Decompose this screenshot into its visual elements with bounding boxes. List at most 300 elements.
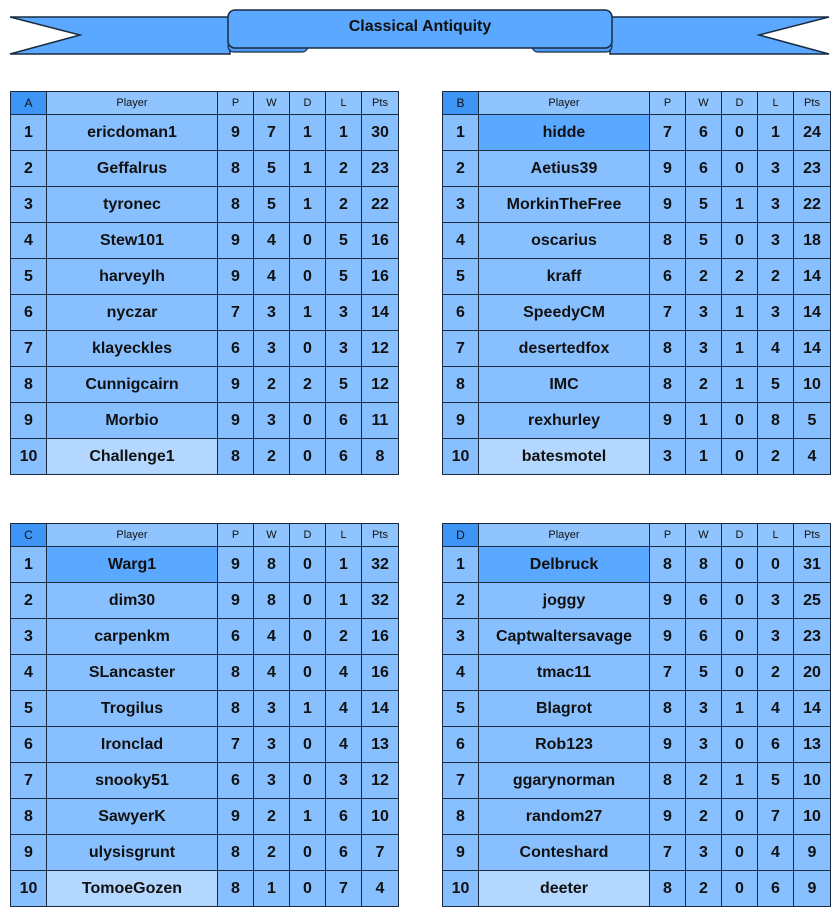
column-header-lost: L xyxy=(758,92,794,115)
points-cell: 16 xyxy=(362,619,399,655)
played-cell: 8 xyxy=(218,439,254,475)
played-cell: 6 xyxy=(218,331,254,367)
played-cell: 6 xyxy=(218,763,254,799)
player-cell: Rob123 xyxy=(479,727,650,763)
table-row xyxy=(11,835,399,871)
lost-cell: 1 xyxy=(326,115,362,151)
points-cell: 11 xyxy=(362,403,399,439)
column-header-won: W xyxy=(254,524,290,547)
player-cell: Stew101 xyxy=(47,223,218,259)
lost-cell: 6 xyxy=(758,871,794,907)
drawn-cell: 1 xyxy=(290,151,326,187)
column-header-played: P xyxy=(650,524,686,547)
drawn-cell: 0 xyxy=(722,547,758,583)
points-cell: 20 xyxy=(794,655,831,691)
position-cell: 3 xyxy=(11,187,47,223)
player-cell: tyronec xyxy=(47,187,218,223)
played-cell: 8 xyxy=(650,331,686,367)
won-cell: 5 xyxy=(686,187,722,223)
played-cell: 9 xyxy=(650,151,686,187)
won-cell: 7 xyxy=(254,115,290,151)
lost-cell: 3 xyxy=(758,619,794,655)
column-header-player: Player xyxy=(47,524,218,547)
table-header-row xyxy=(11,524,399,547)
table-row xyxy=(11,763,399,799)
player-cell: Blagrot xyxy=(479,691,650,727)
played-cell: 8 xyxy=(650,367,686,403)
lost-cell: 3 xyxy=(758,295,794,331)
group-d-table-container xyxy=(442,523,831,907)
points-cell: 14 xyxy=(362,691,399,727)
lost-cell: 1 xyxy=(326,547,362,583)
player-cell: SpeedyCM xyxy=(479,295,650,331)
lost-cell: 5 xyxy=(326,367,362,403)
lost-cell: 4 xyxy=(326,655,362,691)
points-cell: 14 xyxy=(794,691,831,727)
column-header-lost: L xyxy=(326,92,362,115)
lost-cell: 6 xyxy=(326,799,362,835)
table-row xyxy=(443,799,831,835)
drawn-cell: 0 xyxy=(290,439,326,475)
won-cell: 3 xyxy=(254,763,290,799)
table-row xyxy=(11,439,399,475)
position-cell: 1 xyxy=(11,115,47,151)
played-cell: 7 xyxy=(650,295,686,331)
drawn-cell: 0 xyxy=(722,727,758,763)
group-a-table-container xyxy=(10,91,399,475)
points-cell: 18 xyxy=(794,223,831,259)
player-cell: SLancaster xyxy=(47,655,218,691)
played-cell: 9 xyxy=(650,583,686,619)
player-cell: klayeckles xyxy=(47,331,218,367)
won-cell: 1 xyxy=(254,871,290,907)
won-cell: 1 xyxy=(686,403,722,439)
played-cell: 9 xyxy=(218,799,254,835)
position-cell: 6 xyxy=(11,727,47,763)
table-row xyxy=(443,835,831,871)
drawn-cell: 1 xyxy=(722,295,758,331)
player-cell: dim30 xyxy=(47,583,218,619)
won-cell: 3 xyxy=(686,727,722,763)
column-header-drawn: D xyxy=(290,524,326,547)
won-cell: 3 xyxy=(254,403,290,439)
points-cell: 31 xyxy=(794,547,831,583)
table-row xyxy=(11,799,399,835)
table-row xyxy=(11,295,399,331)
position-cell: 2 xyxy=(443,583,479,619)
drawn-cell: 0 xyxy=(722,223,758,259)
drawn-cell: 0 xyxy=(290,835,326,871)
table-row xyxy=(443,115,831,151)
group-label: A xyxy=(11,92,47,115)
drawn-cell: 1 xyxy=(290,691,326,727)
played-cell: 7 xyxy=(650,115,686,151)
points-cell: 4 xyxy=(362,871,399,907)
player-cell: ulysisgrunt xyxy=(47,835,218,871)
table-row xyxy=(443,619,831,655)
won-cell: 6 xyxy=(686,619,722,655)
lost-cell: 7 xyxy=(326,871,362,907)
position-cell: 2 xyxy=(11,151,47,187)
table-row xyxy=(443,691,831,727)
column-header-lost: L xyxy=(758,524,794,547)
player-cell: MorkinTheFree xyxy=(479,187,650,223)
column-header-played: P xyxy=(218,92,254,115)
position-cell: 5 xyxy=(443,259,479,295)
player-cell: ggarynorman xyxy=(479,763,650,799)
table-row xyxy=(443,871,831,907)
position-cell: 8 xyxy=(443,367,479,403)
drawn-cell: 0 xyxy=(722,619,758,655)
player-cell: harveylh xyxy=(47,259,218,295)
won-cell: 2 xyxy=(254,367,290,403)
lost-cell: 2 xyxy=(326,151,362,187)
column-header-points: Pts xyxy=(794,524,831,547)
group-c-table-container xyxy=(10,523,399,907)
position-cell: 8 xyxy=(443,799,479,835)
player-cell: Ironclad xyxy=(47,727,218,763)
lost-cell: 3 xyxy=(758,223,794,259)
position-cell: 6 xyxy=(443,727,479,763)
points-cell: 10 xyxy=(794,763,831,799)
won-cell: 2 xyxy=(686,367,722,403)
standings-table-group-d xyxy=(442,523,831,907)
lost-cell: 4 xyxy=(326,727,362,763)
drawn-cell: 1 xyxy=(290,115,326,151)
player-cell: Morbio xyxy=(47,403,218,439)
column-header-points: Pts xyxy=(362,92,399,115)
column-header-won: W xyxy=(254,92,290,115)
player-cell-last-place: deeter xyxy=(479,871,650,907)
column-header-won: W xyxy=(686,524,722,547)
drawn-cell: 0 xyxy=(722,403,758,439)
played-cell: 9 xyxy=(218,547,254,583)
played-cell: 8 xyxy=(650,223,686,259)
points-cell: 14 xyxy=(794,331,831,367)
played-cell: 8 xyxy=(218,691,254,727)
drawn-cell: 0 xyxy=(722,583,758,619)
played-cell: 8 xyxy=(218,871,254,907)
player-cell: Trogilus xyxy=(47,691,218,727)
position-cell: 6 xyxy=(11,295,47,331)
lost-cell: 2 xyxy=(326,619,362,655)
played-cell: 8 xyxy=(650,763,686,799)
drawn-cell: 0 xyxy=(290,871,326,907)
table-row xyxy=(443,367,831,403)
position-cell: 10 xyxy=(443,439,479,475)
column-header-points: Pts xyxy=(362,524,399,547)
won-cell: 2 xyxy=(254,799,290,835)
position-cell: 7 xyxy=(443,763,479,799)
table-row xyxy=(11,115,399,151)
points-cell: 4 xyxy=(794,439,831,475)
points-cell: 14 xyxy=(362,295,399,331)
table-row xyxy=(443,763,831,799)
position-cell: 4 xyxy=(443,655,479,691)
won-cell: 3 xyxy=(686,691,722,727)
column-header-drawn: D xyxy=(722,92,758,115)
lost-cell: 5 xyxy=(758,367,794,403)
won-cell: 2 xyxy=(686,763,722,799)
table-row xyxy=(443,655,831,691)
won-cell: 3 xyxy=(254,295,290,331)
position-cell: 9 xyxy=(11,403,47,439)
drawn-cell: 1 xyxy=(722,331,758,367)
drawn-cell: 0 xyxy=(290,259,326,295)
drawn-cell: 1 xyxy=(290,799,326,835)
position-cell: 10 xyxy=(443,871,479,907)
points-cell: 16 xyxy=(362,223,399,259)
player-cell: snooky51 xyxy=(47,763,218,799)
points-cell: 23 xyxy=(794,619,831,655)
table-row xyxy=(443,439,831,475)
drawn-cell: 0 xyxy=(290,547,326,583)
player-cell: kraff xyxy=(479,259,650,295)
played-cell: 9 xyxy=(218,259,254,295)
played-cell: 6 xyxy=(218,619,254,655)
drawn-cell: 0 xyxy=(290,727,326,763)
lost-cell: 2 xyxy=(326,187,362,223)
won-cell: 5 xyxy=(254,187,290,223)
position-cell: 10 xyxy=(11,439,47,475)
player-cell-last-place: batesmotel xyxy=(479,439,650,475)
played-cell: 8 xyxy=(218,835,254,871)
position-cell: 7 xyxy=(11,763,47,799)
played-cell: 8 xyxy=(650,547,686,583)
player-cell: nyczar xyxy=(47,295,218,331)
won-cell: 2 xyxy=(686,799,722,835)
table-row xyxy=(443,547,831,583)
won-cell: 8 xyxy=(254,547,290,583)
player-cell-leader: hidde xyxy=(479,115,650,151)
lost-cell: 3 xyxy=(758,151,794,187)
points-cell: 9 xyxy=(794,871,831,907)
lost-cell: 3 xyxy=(758,583,794,619)
player-cell: Geffalrus xyxy=(47,151,218,187)
won-cell: 6 xyxy=(686,583,722,619)
table-row xyxy=(443,583,831,619)
lost-cell: 5 xyxy=(758,763,794,799)
position-cell: 1 xyxy=(443,547,479,583)
lost-cell: 6 xyxy=(326,439,362,475)
position-cell: 6 xyxy=(443,295,479,331)
won-cell: 6 xyxy=(686,115,722,151)
played-cell: 8 xyxy=(650,691,686,727)
table-row xyxy=(443,727,831,763)
player-cell: ericdoman1 xyxy=(47,115,218,151)
player-cell: Captwaltersavage xyxy=(479,619,650,655)
won-cell: 6 xyxy=(686,151,722,187)
won-cell: 4 xyxy=(254,619,290,655)
position-cell: 9 xyxy=(443,835,479,871)
position-cell: 2 xyxy=(11,583,47,619)
position-cell: 7 xyxy=(11,331,47,367)
played-cell: 9 xyxy=(650,403,686,439)
player-cell: SawyerK xyxy=(47,799,218,835)
column-header-won: W xyxy=(686,92,722,115)
table-row xyxy=(11,583,399,619)
played-cell: 9 xyxy=(218,403,254,439)
table-row xyxy=(443,259,831,295)
position-cell: 8 xyxy=(11,799,47,835)
played-cell: 3 xyxy=(650,439,686,475)
points-cell: 22 xyxy=(362,187,399,223)
position-cell: 2 xyxy=(443,151,479,187)
points-cell: 32 xyxy=(362,547,399,583)
position-cell: 4 xyxy=(443,223,479,259)
lost-cell: 4 xyxy=(326,691,362,727)
won-cell: 2 xyxy=(686,259,722,295)
drawn-cell: 0 xyxy=(722,871,758,907)
position-cell: 1 xyxy=(443,115,479,151)
played-cell: 7 xyxy=(218,295,254,331)
lost-cell: 5 xyxy=(326,223,362,259)
played-cell: 7 xyxy=(218,727,254,763)
player-cell: joggy xyxy=(479,583,650,619)
lost-cell: 2 xyxy=(758,655,794,691)
drawn-cell: 0 xyxy=(722,835,758,871)
position-cell: 9 xyxy=(11,835,47,871)
column-header-played: P xyxy=(218,524,254,547)
standings-table-group-b xyxy=(442,91,831,475)
drawn-cell: 0 xyxy=(290,223,326,259)
drawn-cell: 1 xyxy=(290,187,326,223)
played-cell: 8 xyxy=(218,151,254,187)
lost-cell: 8 xyxy=(758,403,794,439)
points-cell: 30 xyxy=(362,115,399,151)
lost-cell: 3 xyxy=(326,763,362,799)
lost-cell: 6 xyxy=(326,403,362,439)
won-cell: 2 xyxy=(254,835,290,871)
points-cell: 25 xyxy=(794,583,831,619)
points-cell: 10 xyxy=(794,367,831,403)
drawn-cell: 1 xyxy=(722,367,758,403)
won-cell: 5 xyxy=(254,151,290,187)
won-cell: 5 xyxy=(686,223,722,259)
group-label: B xyxy=(443,92,479,115)
played-cell: 8 xyxy=(218,655,254,691)
lost-cell: 7 xyxy=(758,799,794,835)
table-row xyxy=(11,259,399,295)
played-cell: 9 xyxy=(650,619,686,655)
drawn-cell: 0 xyxy=(290,403,326,439)
lost-cell: 1 xyxy=(758,115,794,151)
played-cell: 8 xyxy=(650,871,686,907)
player-cell: Conteshard xyxy=(479,835,650,871)
lost-cell: 2 xyxy=(758,439,794,475)
won-cell: 8 xyxy=(686,547,722,583)
drawn-cell: 0 xyxy=(290,331,326,367)
column-header-points: Pts xyxy=(794,92,831,115)
won-cell: 4 xyxy=(254,259,290,295)
player-cell: Cunnigcairn xyxy=(47,367,218,403)
points-cell: 8 xyxy=(362,439,399,475)
played-cell: 7 xyxy=(650,835,686,871)
won-cell: 3 xyxy=(254,331,290,367)
lost-cell: 4 xyxy=(758,331,794,367)
column-header-drawn: D xyxy=(290,92,326,115)
position-cell: 5 xyxy=(11,691,47,727)
table-row xyxy=(443,403,831,439)
won-cell: 3 xyxy=(686,835,722,871)
table-row xyxy=(11,403,399,439)
table-row xyxy=(11,151,399,187)
lost-cell: 3 xyxy=(326,295,362,331)
drawn-cell: 1 xyxy=(722,187,758,223)
table-row xyxy=(11,727,399,763)
player-cell: tmac11 xyxy=(479,655,650,691)
player-cell: IMC xyxy=(479,367,650,403)
table-header-row xyxy=(443,524,831,547)
column-header-drawn: D xyxy=(722,524,758,547)
won-cell: 3 xyxy=(254,727,290,763)
position-cell: 10 xyxy=(11,871,47,907)
drawn-cell: 0 xyxy=(722,439,758,475)
table-row xyxy=(443,331,831,367)
drawn-cell: 0 xyxy=(722,115,758,151)
drawn-cell: 0 xyxy=(290,763,326,799)
position-cell: 4 xyxy=(11,655,47,691)
table-row xyxy=(443,187,831,223)
drawn-cell: 2 xyxy=(722,259,758,295)
played-cell: 9 xyxy=(218,367,254,403)
table-row xyxy=(11,367,399,403)
points-cell: 23 xyxy=(794,151,831,187)
points-cell: 10 xyxy=(362,799,399,835)
position-cell: 7 xyxy=(443,331,479,367)
won-cell: 3 xyxy=(254,691,290,727)
won-cell: 5 xyxy=(686,655,722,691)
points-cell: 22 xyxy=(794,187,831,223)
player-cell-leader: Delbruck xyxy=(479,547,650,583)
played-cell: 9 xyxy=(650,727,686,763)
player-cell: rexhurley xyxy=(479,403,650,439)
table-row xyxy=(11,871,399,907)
drawn-cell: 1 xyxy=(722,763,758,799)
lost-cell: 0 xyxy=(758,547,794,583)
lost-cell: 5 xyxy=(326,259,362,295)
points-cell: 12 xyxy=(362,331,399,367)
lost-cell: 4 xyxy=(758,691,794,727)
played-cell: 7 xyxy=(650,655,686,691)
points-cell: 13 xyxy=(362,727,399,763)
table-row xyxy=(443,151,831,187)
group-label: D xyxy=(443,524,479,547)
column-header-player: Player xyxy=(47,92,218,115)
won-cell: 4 xyxy=(254,223,290,259)
lost-cell: 4 xyxy=(758,835,794,871)
table-row xyxy=(11,331,399,367)
player-cell: Aetius39 xyxy=(479,151,650,187)
table-row xyxy=(11,547,399,583)
lost-cell: 3 xyxy=(326,331,362,367)
drawn-cell: 1 xyxy=(290,295,326,331)
table-header-row xyxy=(11,92,399,115)
standings-table-group-c xyxy=(10,523,399,907)
points-cell: 32 xyxy=(362,583,399,619)
played-cell: 9 xyxy=(650,187,686,223)
points-cell: 24 xyxy=(794,115,831,151)
drawn-cell: 0 xyxy=(722,799,758,835)
played-cell: 9 xyxy=(650,799,686,835)
played-cell: 6 xyxy=(650,259,686,295)
player-cell: carpenkm xyxy=(47,619,218,655)
drawn-cell: 2 xyxy=(290,367,326,403)
played-cell: 9 xyxy=(218,115,254,151)
played-cell: 9 xyxy=(218,223,254,259)
points-cell: 9 xyxy=(794,835,831,871)
points-cell: 23 xyxy=(362,151,399,187)
